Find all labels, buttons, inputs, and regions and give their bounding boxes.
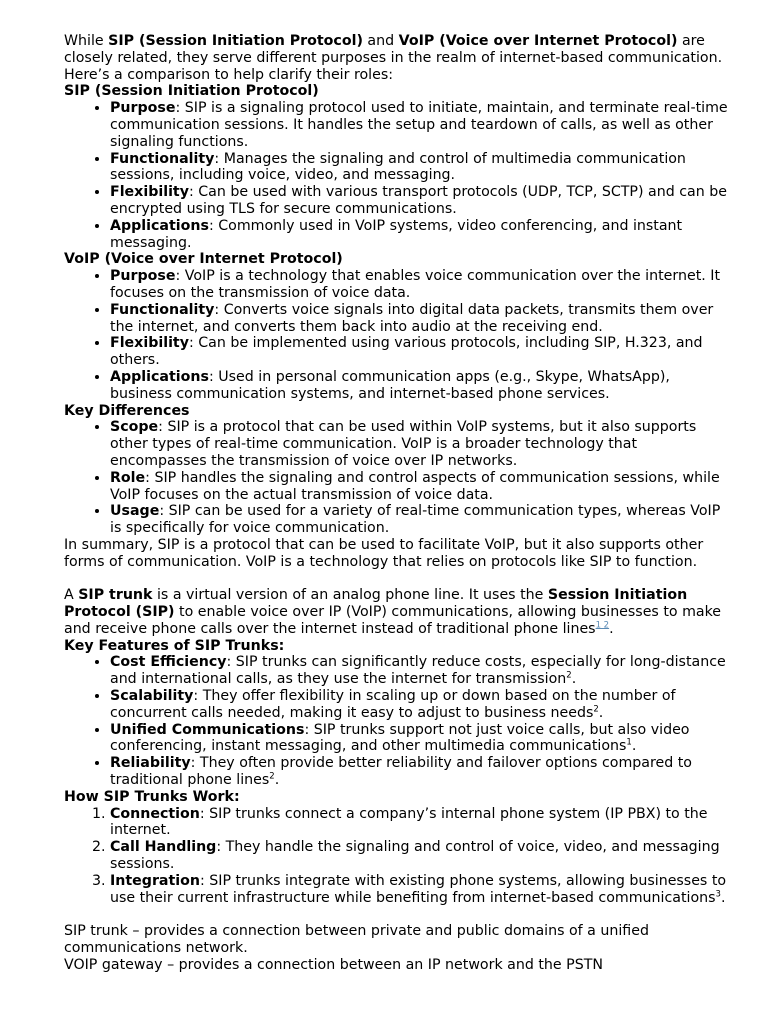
item-text: . [598,704,604,721]
item-text: : They offer flexibility in scaling up or down based on the number of concurrent calls needed, making it easy to adjust to business needs [110,688,676,721]
sip-list [64,100,736,251]
intro-text: is a virtual version of an analog phone line. It uses the [152,587,548,604]
features-list-item [110,755,736,789]
item-text: : SIP trunks can significantly reduce costs, especially for long-distance and international calls, as they use the internet for transmission [110,654,726,688]
intro-text: A [64,587,79,604]
intro-text: While [64,33,109,49]
features-list-item [110,688,736,722]
features-list-item [110,722,736,756]
differences-list [64,419,736,537]
item-text: : Manages the signaling and control of multimedia communication sessions, including voice, video, and messaging. [110,150,686,184]
voip-list [64,268,736,402]
features-list-item [110,654,736,688]
item-text: : VoIP is a technology that enables voice communication over the internet. It focuses on the transmission of voice data. [110,268,721,301]
item-text: . [720,889,726,906]
footnote-marker: 2 [593,704,599,715]
item-label: Scalability [110,688,194,705]
item-label: Unified Communications [110,721,305,738]
item-text: . [571,671,577,688]
differences-list-item [110,470,736,504]
how-it-works-item [110,839,736,873]
features-list [64,654,736,788]
sip-list-item [110,151,736,185]
sip-voip-intro [64,33,736,83]
item-text: : Commonly used in VoIP systems, video conferencing, and instant messaging. [110,217,683,251]
features-heading: Key Features of SIP Trunks: [64,637,285,654]
footnote-marker: 2 [269,771,275,782]
sip-trunk-intro [64,587,736,637]
sip-list-item [110,184,736,218]
voip-list-item [110,335,736,369]
item-text: : Can be used with various transport protocols (UDP, TCP, SCTP) and can be encrypted using TLS for secure communications. [110,184,727,217]
intro-text: to enable voice over IP (VoIP) communications, allowing businesses to make and receive phone calls over the internet instead of traditional phone lines [64,604,722,637]
voip-list-item [110,268,736,302]
how-it-works-heading: How SIP Trunks Work: [64,788,240,805]
item-text: : They often provide better reliability and failover options compared to traditional phone lines [110,755,692,789]
footnote-marker: 2 [566,670,572,681]
item-label: Applications [110,217,209,234]
item-label: Integration [110,872,201,889]
footnote-reference-link[interactable]: 1 2 [595,620,610,631]
footnote-marker: 1 [626,737,632,748]
item-label: Functionality [110,301,215,318]
item-text: : They handle the signaling and control of voice, video, and messaging sessions. [110,839,720,873]
item-text: . [631,738,637,755]
item-label: Reliability [110,755,191,772]
paragraph-spacer [64,571,736,588]
intro-bold-voip: VoIP (Voice over Internet Protocol) [398,33,678,49]
item-text: : SIP trunks support not just voice calls, but also video conferencing, instant messaging, and other multimedia communications [110,721,690,755]
item-text: : SIP is a signaling protocol used to initiate, maintain, and terminate real-time communication sessions. It handles the setup and teardown of calls, as well as other signaling functions. [110,100,728,150]
item-label: Applications [110,368,209,385]
sip-list-item [110,100,736,150]
item-text: : SIP trunks integrate with existing phone systems, allowing businesses to use their current infrastructure while benefiting from internet-based communications [110,872,727,906]
differences-list-item [110,419,736,469]
how-it-works-item [110,873,736,907]
definition-sip-trunk: SIP trunk – provides a connection between private and public domains of a unified communications network. [64,923,649,957]
paragraph-spacer [64,906,736,923]
definition-voip-gateway: VOIP gateway – provides a connection between an IP network and the PSTN [64,956,603,973]
voip-list-item [110,369,736,403]
summary-paragraph: In summary, SIP is a protocol that can be used to facilitate VoIP, but it also supports other forms of communication. VoIP is a technology that relies on protocols like SIP to function. [64,536,704,570]
item-label: Purpose [110,100,176,117]
item-label: Functionality [110,150,215,167]
intro-bold-sip-trunk: SIP trunk [78,587,153,604]
item-label: Role [110,469,146,486]
item-label: Flexibility [110,184,189,201]
item-text: : Used in personal communication apps (e.g., Skype, WhatsApp), business communication systems, and internet-based phone services. [110,368,670,402]
document-body [64,33,736,974]
item-text: : SIP can be used for a variety of real-time communication types, whereas VoIP is specifically for voice communication. [110,503,721,537]
item-text: : SIP is a protocol that can be used within VoIP systems, but it also supports other types of real-time communication. VoIP is a broader technology that encompasses the transmission of voice over IP networks. [110,419,697,469]
item-label: Purpose [110,268,176,285]
how-it-works-item [110,806,736,840]
item-label: Call Handling [110,839,217,856]
item-label: Flexibility [110,335,189,352]
footnote-marker: 3 [715,888,721,899]
intro-text: . [609,620,614,637]
item-label: Cost Efficiency [110,654,227,671]
differences-list-item [110,503,736,537]
sip-list-item [110,218,736,252]
differences-heading: Key Differences [64,402,190,419]
intro-text: and [362,33,399,49]
voip-list-item [110,302,736,336]
item-text: : SIP trunks connect a company’s internal phone system (IP PBX) to the internet. [110,805,708,839]
item-label: Scope [110,419,159,436]
sip-heading: SIP (Session Initiation Protocol) [64,83,319,100]
item-label: Usage [110,503,160,520]
item-text: : Can be implemented using various protocols, including SIP, H.323, and others. [110,335,703,369]
item-text: : SIP handles the signaling and control aspects of communication sessions, while VoIP focuses on the actual transmission of voice data. [110,469,720,503]
item-text: : Converts voice signals into digital data packets, transmits them over the internet, and converts them back into audio at the receiving end. [110,301,714,335]
item-label: Connection [110,805,200,822]
item-text: . [274,772,280,789]
intro-bold-sip: SIP (Session Initiation Protocol) [108,33,363,49]
intro-bold-protocol: Session Initiation Protocol (SIP) [64,587,688,621]
voip-heading: VoIP (Voice over Internet Protocol) [64,251,343,268]
how-it-works-list [64,806,736,907]
intro-text: are closely related, they serve different purposes in the realm of internet-based communication. Here’s a comparison to help clarify their roles: [64,33,723,83]
